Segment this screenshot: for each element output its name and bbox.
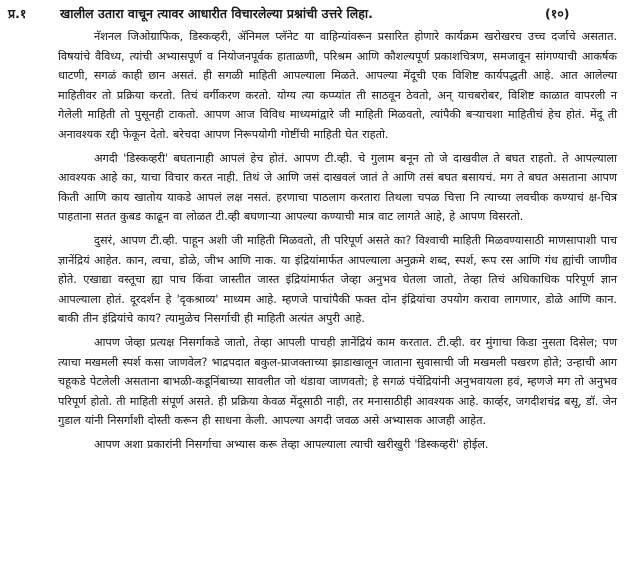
question-number: प्र.१ [8,6,27,21]
passage-paragraph-1: नॅशनल जिओग्राफिक, डिस्कव्हरी, ॲनिमल प्लॅनेट या वाहिन्यांवरून प्रसारित होणारे कार्यक्रम खरोखरच उच्च दर्जाचे असतात. विषयांचे वैविध्य, त्यांची अभ्यासपूर्ण व नियोजनपूर्वक हाताळणी, परिश्रम आणि कौशल्यपूर्ण प्रकाशचित्रण, समजावून सांगण्याची आकर्षक धाटणी, सगळं काही छान असतं. ही सगळी माहिती आपल्याला मिळते. आपल्या मेंदूची एक विशिष्ट कार्यपद्धती आहे. आत आलेल्या माहितीवर तो प्रक्रिया करतो. तिचं वर्गीकरण करतो. योग्य त्या कप्प्यांत ती साठवून ठेवतो, अन् याचबरोबर, विशिष्ट काळात वापरली न गेलेली माहिती तो पुसूनही टाकतो. आपण आज विविध माध्यमांद्वारे जी माहिती मिळवतो, त्यांपैकी बऱ्याचशा माहितीचं हेच होतं. मेंदू ती अनावश्यक रद्दी फेकून देतो. बरेचदा आपण निरूपयोगी गोष्टींची माहिती घेत राहतो. [58,30,617,141]
question-header [8,4,623,24]
passage-paragraph-5: आपण अशा प्रकारांनी निसर्गाचा अभ्यास करू तेव्हा आपल्याला त्याची खरीखुरी 'डिस्कव्हरी' होईल. [94,437,489,451]
passage [8,27,623,454]
question-marks: (१०) [545,6,570,21]
question-title: खालील उतारा वाचून त्यावर आधारीत विचारलेल्या प्रश्नांची उत्तरे लिहा. [60,6,373,21]
passage-paragraph-2: अगदी 'डिस्कव्हरी' बघतानाही आपलं हेच होतं. आपण टी.व्ही. चे गुलाम बनून तो जे दाखवील ते बघत राहतो. ते आपल्याला आवश्यक आहे का, याचा विचार करत नाही. तिथं जे आणि जसं दाखवलं जातं ते आणि तसं बघत बसायचं. मग ते बघत असताना आपण किती आणि काय खातोय याकडे आपलं लक्ष नसतं. हरणाचा पाठलाग करतारा तिथला चपळ चित्ता नि त्याच्या लवचीक कण्याचं क्ष-चित्र पाहताना सतत कुबड काढून वा लोळत टी.व्ही बघणाऱ्या आपल्या कण्याची मात्र वाट लागते आहे, हे आपण विसरतो. [58,151,617,224]
passage-paragraph-4: आपण जेव्हा प्रत्यक्ष निसर्गाकडे जातो, तेव्हा आपली पाचही ज्ञानेंद्रियं काम करतात. टी.व्ही. वर मुंगाचा किडा नुसता दिसेल; पण त्याचा मखमली स्पर्श कसा जाणवेल? भाद्रपदात बकुल-प्राजक्ताच्या झाडाखालून जाताना सुवासाची जी मखमली पखरण होते; उन्हाची आग चहूकडे पेटलेली असताना बाभळी-कडूनिंबाच्या सावलीत जो थंडावा जाणवतो; हे सगळं पंचेंद्रियांनी अनुभवायला हवं, म्हणजे मग तो अनुभव परिपूर्ण होतो. ती माहिती संपूर्ण असते. ही प्रक्रिया केवळ मेंदूसाठी नाही, तर मनासाठीही आवश्यक आहे. कार्व्हर, जगदीशचंद्र बसू, डॉ. जेन गुडाल यांनी निसर्गाशी दोस्ती करून ही साधना केली. आपल्या अगदी जवळ असे अभ्यासक आजही आहेत. [58,335,617,428]
passage-paragraph-3: दुसरं, आपण टी.व्ही. पाहून अशी जी माहिती मिळवतो, ती परिपूर्ण असते का? विश्वाची माहिती मिळवण्यासाठी माणसापाशी पाच ज्ञानेंद्रियं आहेत. कान, त्वचा, डोळे, जीभ आणि नाक. या इंद्रियांमार्फत आपल्याला अनुक्रमे शब्द, स्पर्श, रूप रस आणि गंध ह्यांची जाणीव होते. एखाद्या वस्तूचा ह्या पाच किंवा जास्तीत जास्त इंद्रियांमार्फत जेव्हा अनुभव घेतला जातो, तेव्हा तिचं अधिकाधिक परिपूर्ण ज्ञान आपल्याला होतं. दूरदर्शन हे 'दृकश्राव्य' माध्यम आहे. म्हणजे पाचांपैकी फक्त दोन इंद्रियांचा उपयोग करावा लागणार, डोळे आणि कान. बाकी तीन इंद्रियांचे काय? त्यामुळेच निसर्गाची ही माहिती अत्यंत अपुरी आहे. [58,233,617,326]
